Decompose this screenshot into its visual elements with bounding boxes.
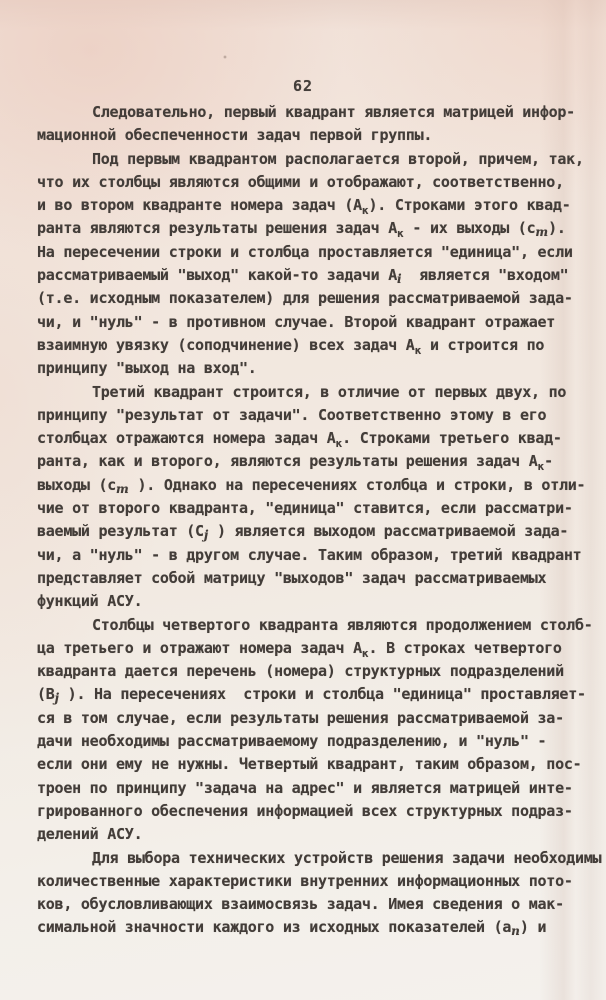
text-line: Под первым квадрантом располагается второй, причем, так, bbox=[92, 149, 584, 168]
text-line: чи, и "нуль" - в противном случае. Второй квадрант отражает bbox=[37, 312, 556, 331]
typed-subscript: к bbox=[397, 227, 404, 241]
text-line: выходы ($с_m$ ). Однако на пересечениях столбца и строки, в отли- bbox=[37, 475, 586, 496]
typed-subscript: к bbox=[361, 646, 369, 660]
handwritten-subscript: j bbox=[54, 691, 59, 706]
text-line: что их столбцы являются общими и отображают, соответственно, bbox=[37, 172, 564, 191]
text-line: делений АСУ. bbox=[37, 825, 143, 844]
typed-subscript: к bbox=[335, 437, 343, 451]
text-line: Третий квадрант строится, в отличие от первых двух, по bbox=[92, 382, 567, 401]
text-line: чие от второго квадранта, "единица" ставится, если рассматри- bbox=[37, 499, 573, 518]
text-line: ранта, как и второго, являются результаты решения задач $А_к-$ bbox=[37, 452, 553, 474]
typed-subscript: к bbox=[361, 204, 369, 218]
handwritten-subscript: m bbox=[116, 481, 129, 496]
text-line: и во втором квадранте номера задач $(А_к)$. Строками этого квад- bbox=[37, 196, 571, 218]
text-line: ся в том случае, если результаты решения рассматриваемой за- bbox=[37, 708, 564, 727]
text-line: симальной значности каждого из исходных показателей $(а_n)$ и bbox=[37, 918, 547, 939]
text-line: (т.е. исходным показателем) для решения рассматриваемой зада- bbox=[37, 289, 573, 308]
text-line: Столбцы четвертого квадранта являются продолжением столб- bbox=[92, 615, 593, 634]
text-line: если они ему не нужны. Четвертый квадрант, таким образом, пос- bbox=[37, 755, 582, 774]
text-line: чи, а "нуль" - в другом случае. Таким образом, третий квадрант bbox=[37, 545, 582, 564]
text-line: ваемый результат ($С_j$ ) является выходом рассматриваемой зада- bbox=[37, 522, 569, 543]
text-line: представляет собой матрицу "выходов" задач рассматриваемых bbox=[37, 568, 547, 587]
page-number: 62 bbox=[292, 77, 314, 95]
handwritten-subscript: n bbox=[511, 924, 520, 939]
text-line: ($В_j$ ). На пересечениях строки и столбца "единица" проставляет- bbox=[37, 685, 586, 706]
text-line: рассматриваемый "выход" какой-то задачи $А_i$ является "входом" bbox=[37, 266, 569, 287]
text-line: принципу "результат от задачи". Соответственно этому в его bbox=[37, 405, 547, 424]
text-line: количественные характеристики внутренних информационных пото- bbox=[37, 871, 573, 890]
text-line: Следовательно, первый квадрант является матрицей инфор- bbox=[92, 103, 575, 121]
typed-subscript: к bbox=[414, 343, 422, 357]
text-line: грированного обеспечения информацией всех структурных подраз- bbox=[37, 801, 573, 820]
text-line: столбцах отражаются номера задач $А_к$. Строками третьего квад- bbox=[37, 429, 562, 451]
text-line: На пересечении строки и столбца проставляется "единица", если bbox=[37, 242, 573, 261]
text-line: мационной обеспеченности задач первой группы. bbox=[37, 126, 433, 145]
page-text bbox=[37, 101, 602, 940]
text-line: взаимную увязку (соподчинение) всех задач $А_к$ и строится по bbox=[37, 335, 545, 357]
handwritten-subscript: m bbox=[535, 225, 549, 240]
text-line: дачи необходимы рассматриваемому подразделению, и "нуль" - bbox=[37, 732, 547, 751]
text-line: ца третьего и отражают номера задач $А_к$. В строках четвертого bbox=[37, 638, 562, 660]
text-line: ков, обусловливающих взаимосвязь задач. Имея сведения о мак- bbox=[37, 895, 564, 914]
handwritten-subscript: j bbox=[203, 528, 209, 543]
text-line: троен по принципу "задача на адрес" и является матрицей инте- bbox=[37, 778, 573, 797]
text-line: ранта являются результаты решения задач $А_к$ - их выходы $(с_m)$. bbox=[37, 219, 566, 241]
text-line: функций АСУ. bbox=[37, 592, 143, 611]
text-line: квадранта дается перечень (номера) структурных подразделений bbox=[37, 662, 564, 681]
text-line: принципу "выход на вход". bbox=[37, 359, 257, 378]
handwritten-subscript: i bbox=[397, 272, 402, 287]
typed-subscript: к bbox=[537, 460, 545, 474]
text-line: Для выбора технических устройств решения задачи необходимы bbox=[92, 848, 602, 867]
